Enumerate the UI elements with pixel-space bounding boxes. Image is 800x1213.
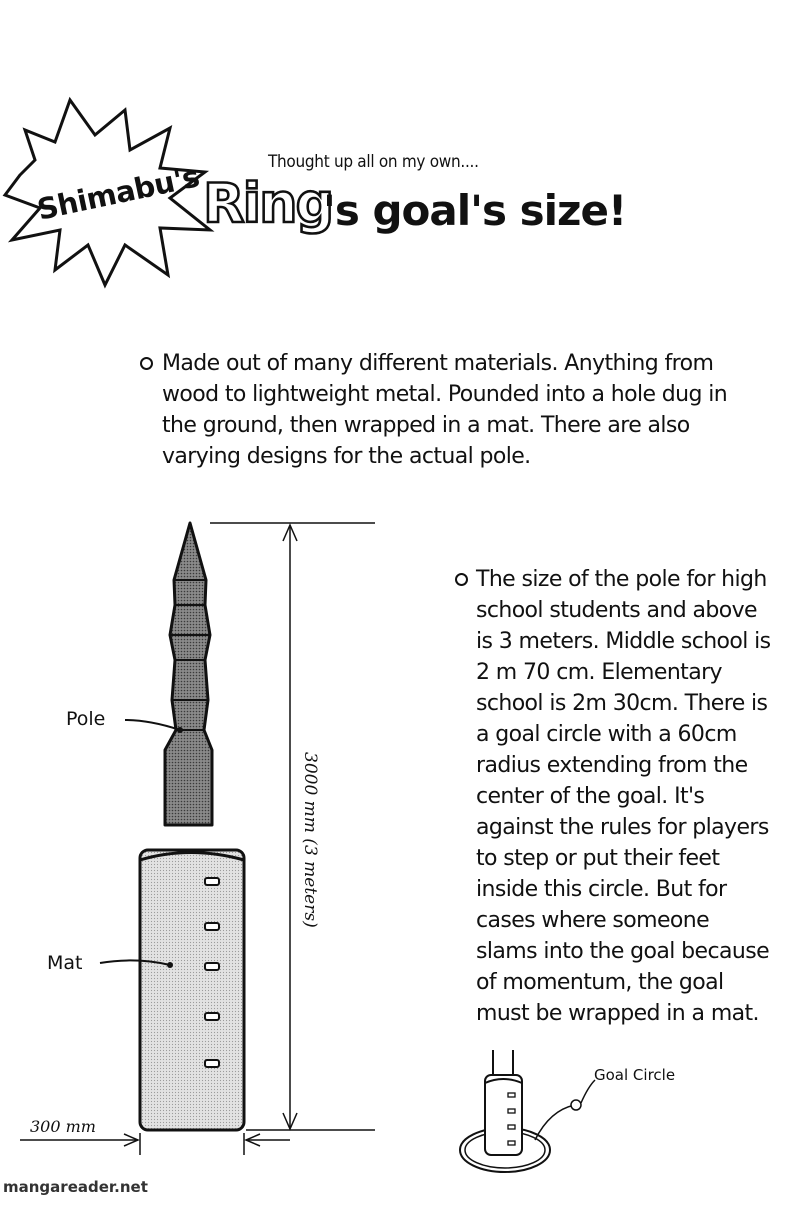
width-dimension-label: 300 mm	[30, 1117, 96, 1136]
watermark: mangareader.net	[3, 1178, 148, 1196]
bullet-icon	[140, 357, 153, 370]
bullet-icon	[455, 573, 468, 586]
title-first-word: Ring	[203, 172, 333, 235]
pole-shape	[165, 523, 212, 825]
subtitle: Thought up all on my own....	[268, 152, 479, 172]
height-dimension-label: 3000 mm (3 meters)	[300, 752, 320, 928]
burst-label: Shimabu's	[34, 159, 203, 227]
pole-label: Pole	[66, 708, 106, 730]
pole-diagram	[0, 515, 400, 1155]
mat-label: Mat	[47, 952, 83, 974]
goal-circle-label: Goal Circle	[594, 1066, 676, 1084]
title-rest: 's goal's size!	[323, 186, 627, 235]
note-size-rules: The size of the pole for high school students and above is 3 meters. Middle school is 2 m 70 cm. Elementary school is 2m 30cm. There is a goal circle with a 60cm radius extending from the center of the goal. It's against the rules for players to step or put their feet inside this circle. But for cases where someone slams into the goal because of momentum, the goal must be wrapped in a mat.	[476, 567, 771, 1026]
note-materials: Made out of many different materials. Anything from wood to lightweight metal. Pounded into a hole dug in the ground, then wrapped in a mat. There are also varying designs for the actual pole.	[162, 351, 728, 469]
mat-shape	[140, 850, 244, 1130]
